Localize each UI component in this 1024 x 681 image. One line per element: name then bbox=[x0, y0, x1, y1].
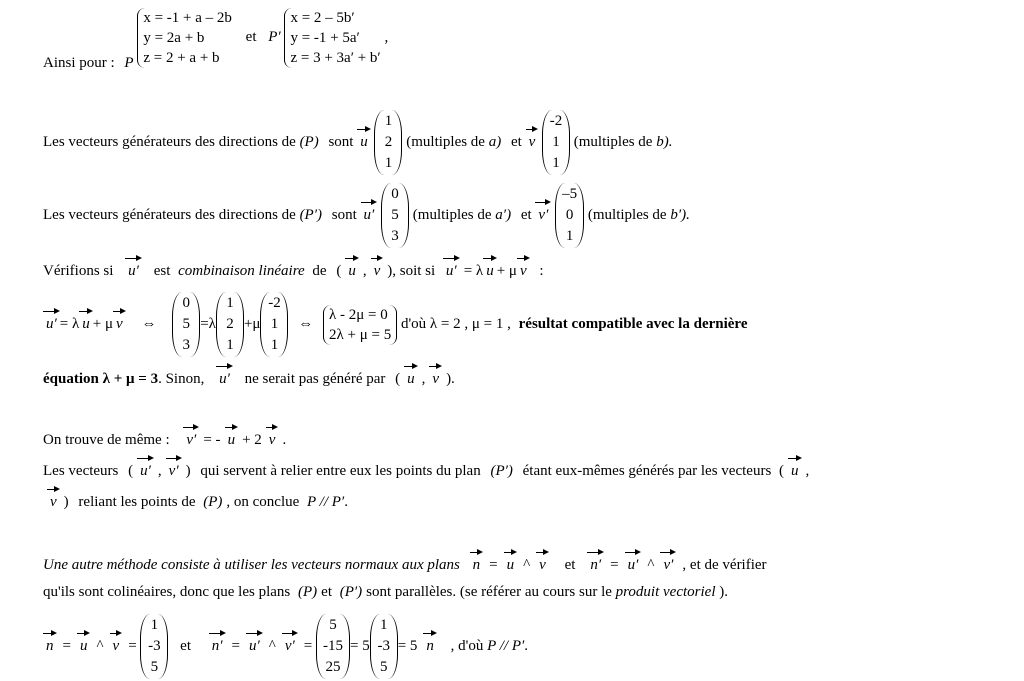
line-7: On trouve de même : v′ = - u + 2 v . bbox=[43, 423, 286, 449]
vector-up: u′ bbox=[43, 307, 60, 331]
matrix-n: 1 -3 5 bbox=[140, 614, 168, 679]
vector-up: u′ bbox=[125, 254, 142, 278]
line-2: Les vecteurs générateurs des directions de (P) sont u 1 2 1 (multiples de a) et v -2 1 1 (multiples de b). bbox=[43, 110, 672, 175]
vector-u: u bbox=[79, 307, 93, 331]
line-8: Les vecteurs ( u′ , v′ ) qui servent à relier entre eux les points du plan (P′) étant eux-mêmes générés par les vecteurs ( u , bbox=[43, 454, 809, 480]
vector-vp: v′ bbox=[660, 548, 676, 572]
line-3: Les vecteurs générateurs des directions de (P′) sont u′ 0 5 3 (multiples de a′) et v′ –5 0 1 (multiples de b′). bbox=[43, 183, 690, 248]
system-pp: x = 2 – 5b′ y = -1 + 5a′ z = 3 + 3a′ + b′ bbox=[284, 8, 380, 68]
matrix-up: 0 5 3 bbox=[381, 183, 409, 248]
line-12: n = u ^ v = 1 -3 5 et n′ = u′ ^ v′ = 5 -15 25 = 5 1 -3 5 = 5 n , d'où P // P′. bbox=[43, 614, 528, 679]
vector-v: v bbox=[113, 307, 126, 331]
text: Ainsi pour : bbox=[43, 55, 115, 72]
vector-v: v bbox=[266, 423, 279, 447]
vector-u: u bbox=[225, 423, 239, 447]
vector-np: n′ bbox=[587, 548, 604, 572]
vector-v: v bbox=[371, 254, 384, 278]
matrix-v: -2 1 1 bbox=[542, 110, 570, 175]
vector-np: n′ bbox=[209, 629, 226, 653]
matrix-n-2: 1 -3 5 bbox=[370, 614, 398, 679]
line-4: Vérifions si u′ est combinaison linéaire de ( u , v ), soit si u′ = λ u + μ v : bbox=[43, 254, 544, 280]
vector-u: u bbox=[357, 125, 371, 149]
plane-pp: P′ bbox=[268, 29, 281, 46]
text: et bbox=[245, 29, 257, 46]
vector-vp: v′ bbox=[282, 629, 298, 653]
vector-n: n bbox=[423, 629, 437, 653]
vector-n: n bbox=[470, 548, 484, 572]
text: , bbox=[384, 29, 389, 46]
vector-u: u bbox=[404, 362, 418, 386]
system-p: x = -1 + a – 2b y = 2a + b z = 2 + a + b bbox=[137, 8, 232, 68]
vector-up: u′ bbox=[216, 362, 233, 386]
vector-u: u bbox=[345, 254, 359, 278]
matrix-up: 0 5 3 bbox=[172, 292, 200, 357]
vector-u: u bbox=[504, 548, 518, 572]
line-10: Une autre méthode consiste à utiliser les vecteurs normaux aux plans n = u ^ v et n′ = u′ ^ v′ , et de vérifier bbox=[43, 548, 767, 574]
vector-v: v bbox=[110, 629, 123, 653]
matrix-u: 1 2 1 bbox=[374, 110, 402, 175]
matrix-v: -2 1 1 bbox=[260, 292, 288, 357]
line-1 bbox=[43, 8, 389, 72]
vector-v: v bbox=[517, 254, 530, 278]
vector-v: v bbox=[526, 125, 539, 149]
line-11: qu'ils sont colinéaires, donc que les plans (P) et (P′) sont parallèles. (se référer au cours sur le produit vectoriel ). bbox=[43, 584, 728, 600]
line-9: v ) reliant les points de (P) , on conclue P // P′. bbox=[43, 485, 348, 511]
vector-v: v bbox=[429, 362, 442, 386]
vector-up: u′ bbox=[361, 198, 378, 222]
vector-up: u′ bbox=[625, 548, 642, 572]
matrix-u: 1 2 1 bbox=[216, 292, 244, 357]
line-6: équation λ + μ = 3. Sinon, u′ ne serait pas généré par ( u , v ). bbox=[43, 362, 455, 388]
vector-vp: v′ bbox=[166, 454, 182, 478]
vector-u: u bbox=[77, 629, 91, 653]
vector-u: u bbox=[483, 254, 497, 278]
matrix-np: 5 -15 25 bbox=[316, 614, 350, 679]
system-lambda-mu: λ - 2μ = 0 2λ + μ = 5 bbox=[323, 305, 397, 345]
vector-v: v bbox=[536, 548, 549, 572]
vector-u: u bbox=[788, 454, 802, 478]
vector-up: u′ bbox=[443, 254, 460, 278]
vector-up: u′ bbox=[137, 454, 154, 478]
vector-up: u′ bbox=[246, 629, 263, 653]
line-5: u′ = λ u + μ v ⇔ 0 5 3 =λ 1 2 1 +μ -2 1 1 ⇔ λ - 2μ = 0 2λ + μ = 5 d'où λ = 2 , μ = 1 , résultat compatible avec la dernière bbox=[43, 292, 747, 357]
vector-v: v bbox=[47, 485, 60, 509]
vector-n: n bbox=[43, 629, 57, 653]
matrix-vp: –5 0 1 bbox=[555, 183, 584, 248]
vector-vp: v′ bbox=[183, 423, 199, 447]
vector-vp: v′ bbox=[535, 198, 551, 222]
plane-p: P bbox=[124, 55, 134, 72]
